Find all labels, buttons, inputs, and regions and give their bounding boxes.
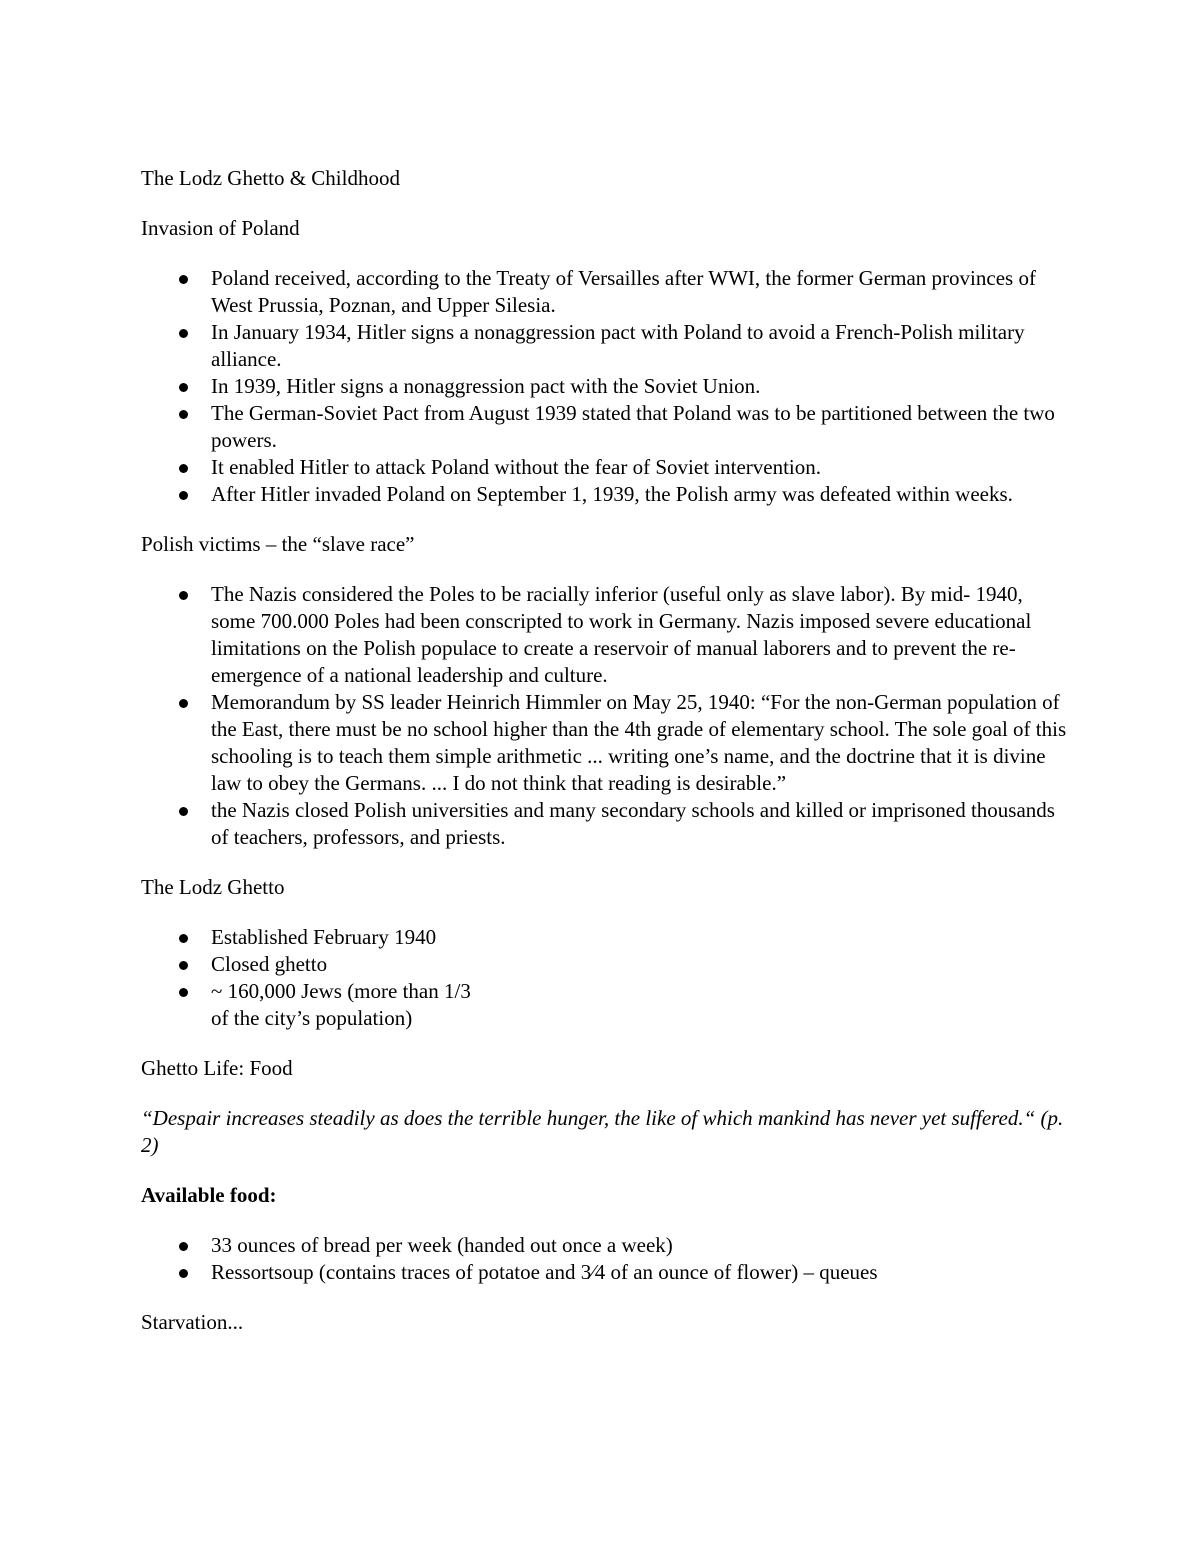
list-item: It enabled Hitler to attack Poland without the fear of Soviet intervention. xyxy=(141,454,1071,481)
list-item: The German-Soviet Pact from August 1939 stated that Poland was to be partitioned between the two powers. xyxy=(141,400,1071,454)
section-heading-invasion: Invasion of Poland xyxy=(141,216,300,240)
bullet-icon xyxy=(179,329,188,338)
document-page xyxy=(141,165,1071,1359)
lodz-ghetto-list xyxy=(141,924,1071,1032)
closing-text: Starvation... xyxy=(141,1310,244,1334)
bullet-icon xyxy=(179,988,188,997)
list-item: Closed ghetto xyxy=(141,951,1071,978)
section-heading-lodz-ghetto: The Lodz Ghetto xyxy=(141,875,285,899)
section-heading-polish-victims: Polish victims – the “slave race” xyxy=(141,532,415,556)
list-item: ~ 160,000 Jews (more than 1/3 of the city’s population) xyxy=(141,978,1071,1032)
polish-victims-list xyxy=(141,581,1071,851)
bullet-icon xyxy=(179,934,188,943)
document-title: The Lodz Ghetto & Childhood xyxy=(141,166,400,190)
bullet-icon xyxy=(179,1242,188,1251)
bullet-icon xyxy=(179,275,188,284)
list-item: After Hitler invaded Poland on September 1, 1939, the Polish army was defeated within weeks. xyxy=(141,481,1071,508)
food-quote: “Despair increases steadily as does the terrible hunger, the like of which mankind has never yet suffered.“ (p. 2) xyxy=(141,1106,1064,1157)
list-item: Ressortsoup (contains traces of potatoe and 3⁄4 of an ounce of flower) – queues xyxy=(141,1259,1071,1286)
list-item: the Nazis closed Polish universities and many secondary schools and killed or imprisoned thousands of teachers, professors, and priests. xyxy=(141,797,1071,851)
bullet-icon xyxy=(179,591,188,600)
available-food-list xyxy=(141,1232,1071,1286)
bullet-icon xyxy=(179,961,188,970)
list-item: The Nazis considered the Poles to be racially inferior (useful only as slave labor). By mid- 1940, some 700.000 Poles had been conscripted to work in Germany. Nazis imposed severe educational limitations on the Polish populace to create a reservoir of manual laborers and to prevent the re-emergence of a national leadership and culture. xyxy=(141,581,1071,689)
list-item: In January 1934, Hitler signs a nonaggression pact with Poland to avoid a French-Polish military alliance. xyxy=(141,319,1071,373)
bullet-icon xyxy=(179,464,188,473)
available-food-heading: Available food: xyxy=(141,1183,277,1207)
bullet-icon xyxy=(179,1269,188,1278)
section-heading-ghetto-food: Ghetto Life: Food xyxy=(141,1056,293,1080)
bullet-icon xyxy=(179,383,188,392)
list-item: 33 ounces of bread per week (handed out once a week) xyxy=(141,1232,1071,1259)
bullet-icon xyxy=(179,699,188,708)
list-item: Poland received, according to the Treaty of Versailles after WWI, the former German provinces of West Prussia, Poznan, and Upper Silesia. xyxy=(141,265,1071,319)
bullet-icon xyxy=(179,410,188,419)
invasion-list xyxy=(141,265,1071,508)
bullet-icon xyxy=(179,491,188,500)
list-item: Established February 1940 xyxy=(141,924,1071,951)
list-item: In 1939, Hitler signs a nonaggression pact with the Soviet Union. xyxy=(141,373,1071,400)
bullet-icon xyxy=(179,807,188,816)
list-item: Memorandum by SS leader Heinrich Himmler on May 25, 1940: “For the non-German population of the East, there must be no school higher than the 4th grade of elementary school. The sole goal of this schooling is to teach them simple arithmetic ... writing one’s name, and the doctrine that it is divine law to obey the Germans. ... I do not think that reading is desirable.” xyxy=(141,689,1071,797)
